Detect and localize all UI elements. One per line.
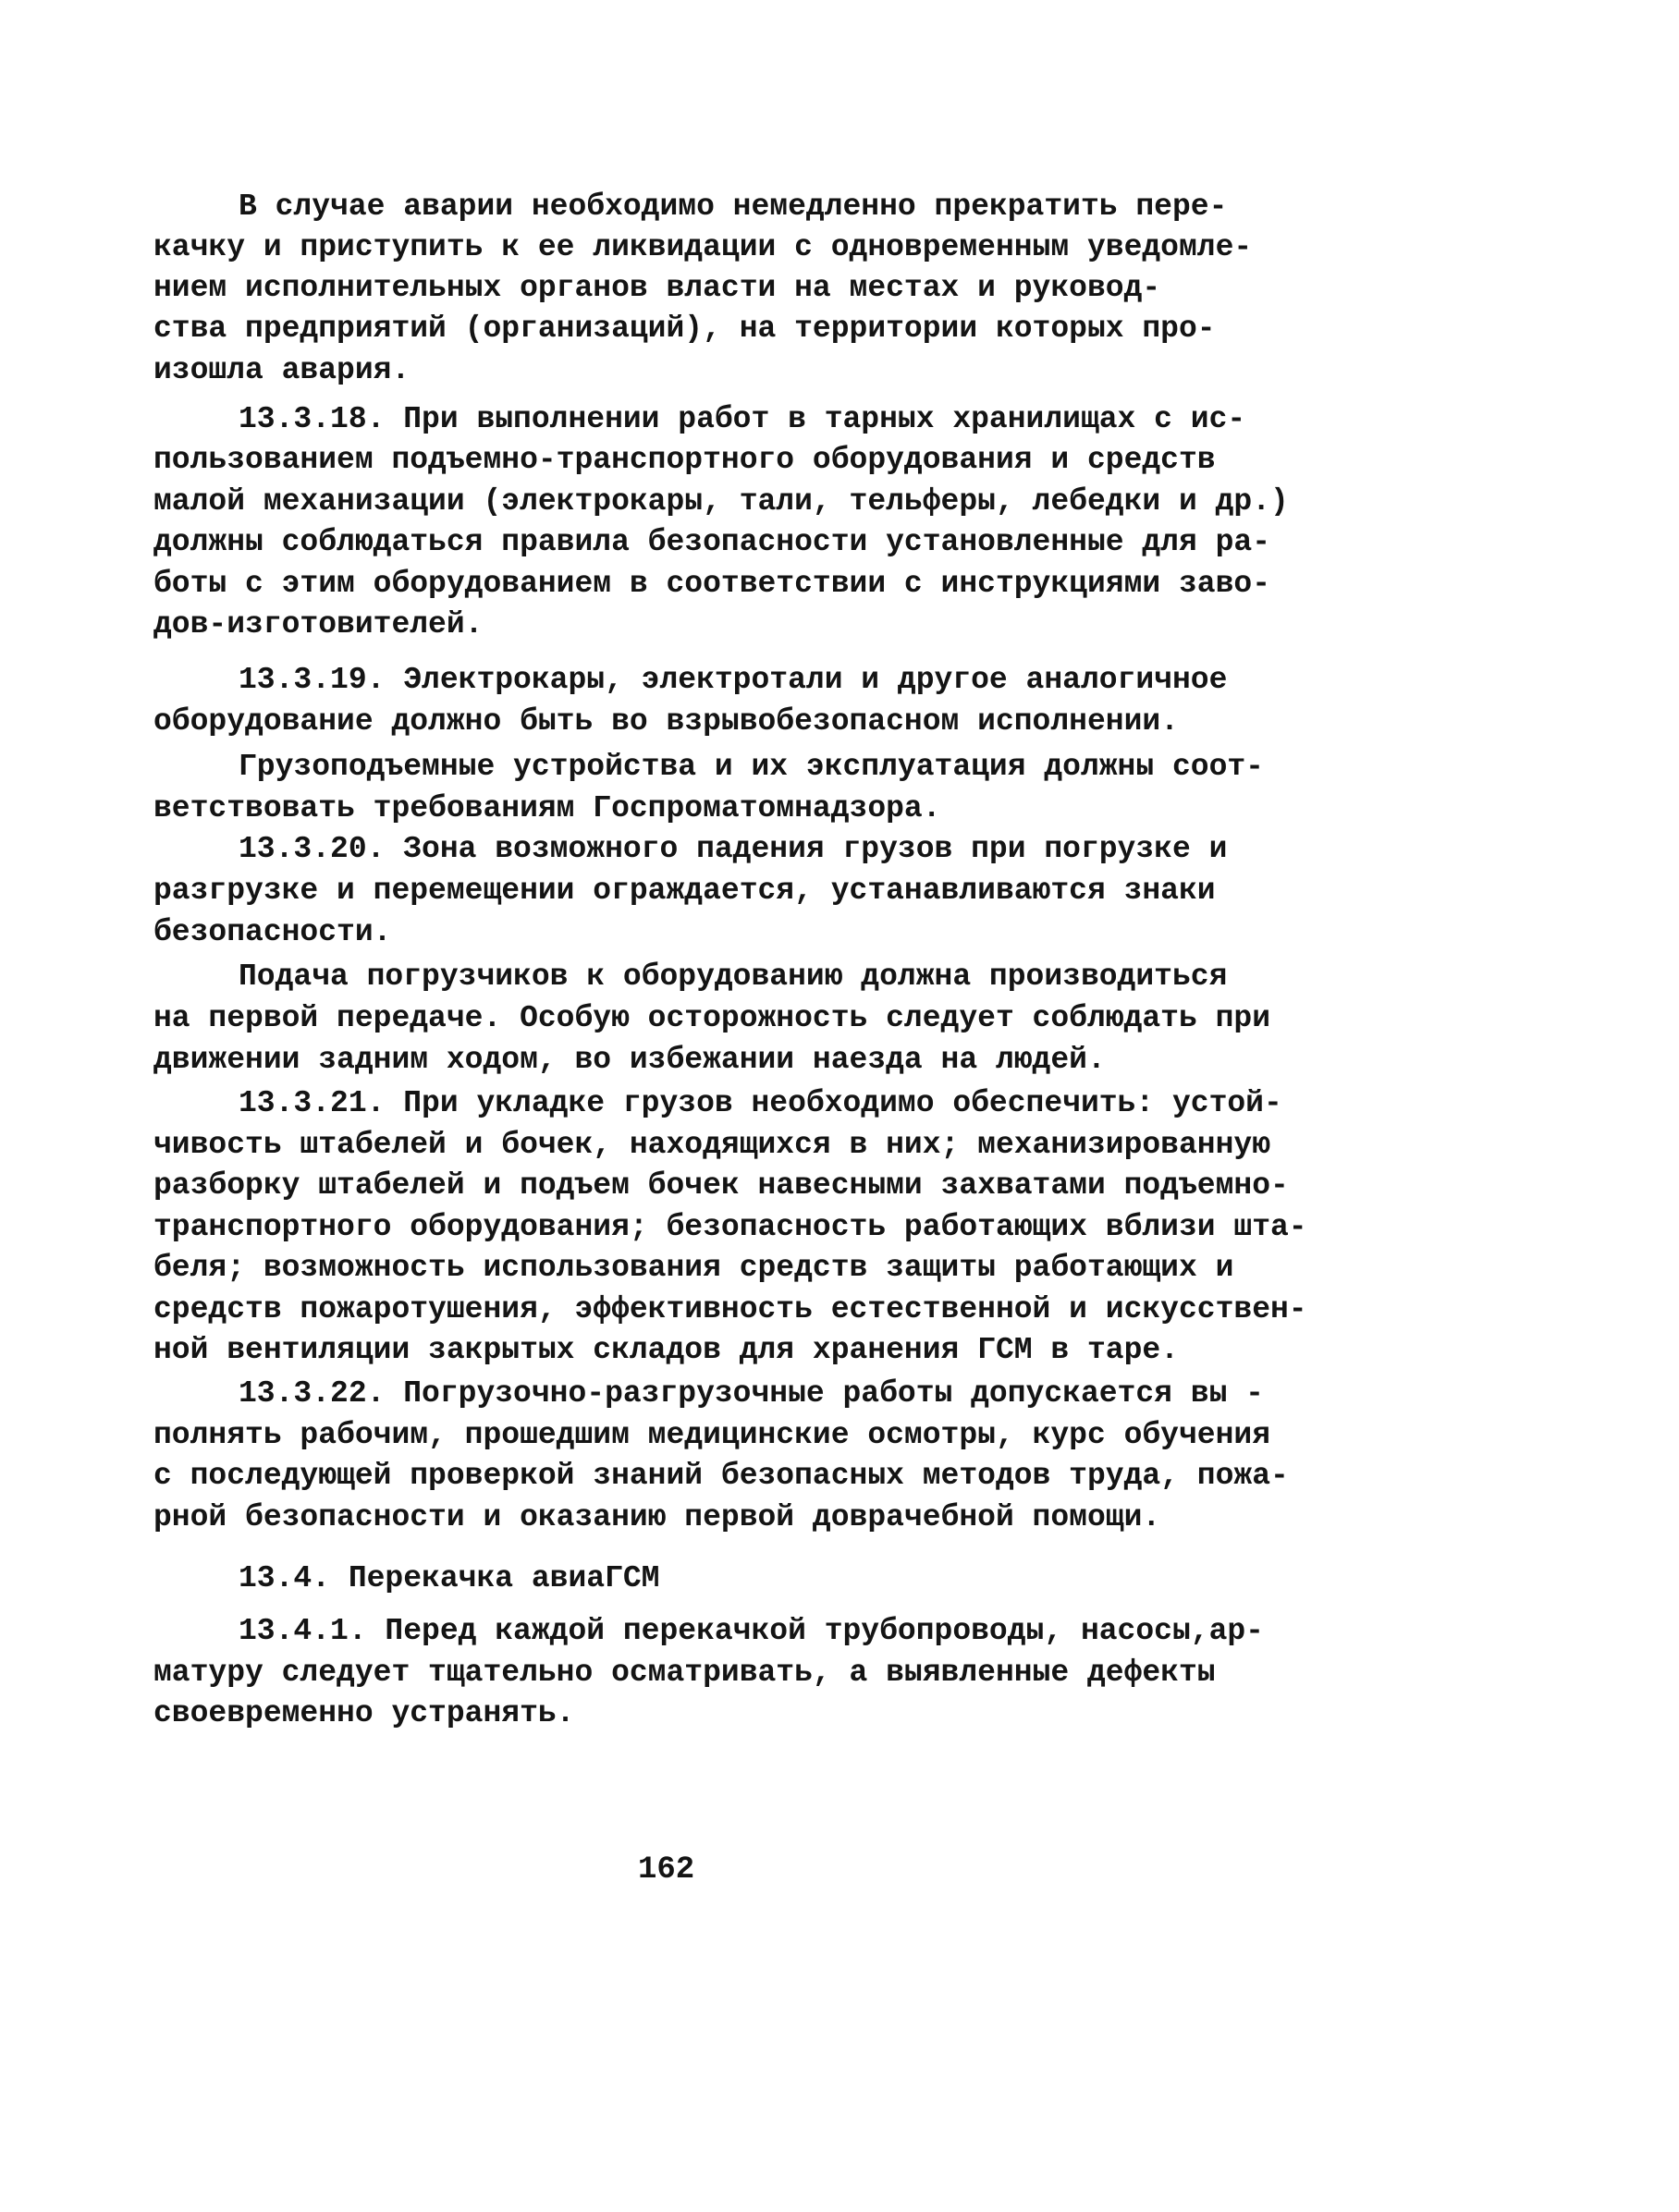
text-line: рной безопасности и оказанию первой доврачебной помощи. — [153, 1500, 1161, 1534]
text-line: качку и приступить к ее ликвидации с одновременным уведомле- — [153, 230, 1253, 264]
text-line: чивость штабелей и бочек, находящихся в них; механизированную — [153, 1128, 1270, 1162]
text-line: беля; возможность использования средств защиты работающих и — [153, 1251, 1234, 1285]
text-line: на первой передаче. Особую осторожность следует соблюдать при — [153, 1001, 1270, 1035]
text-line: средств пожаротушения, эффективность естественной и искусствен- — [153, 1292, 1307, 1326]
text-line: боты с этим оборудованием в соответствии с инструкциями заво- — [153, 567, 1270, 601]
text-line: малой механизации (электрокары, тали, тельферы, лебедки и др.) — [153, 484, 1289, 519]
text-line: ветствовать требованиям Госпроматомнадзора. — [153, 791, 941, 825]
text-line: своевременно устранять. — [153, 1696, 575, 1730]
text-line: ства предприятий (организаций), на территории которых про- — [153, 312, 1216, 346]
text-line: 13.3.18. При выполнении работ в тарных хранилищах с ис- — [239, 402, 1246, 436]
text-line: с последующей проверкой знаний безопасных методов труда, пожа- — [153, 1459, 1289, 1493]
text-line: нием исполнительных органов власти на местах и руковод- — [153, 271, 1161, 305]
text-line: В случае аварии необходимо немедленно прекратить пере- — [239, 189, 1228, 224]
text-line: полнять рабочим, прошедшим медицинские осмотры, курс обучения — [153, 1418, 1270, 1452]
text-line: пользованием подъемно-транспортного оборудования и средств — [153, 443, 1216, 477]
text-line: безопасности. — [153, 915, 392, 949]
text-line: разборку штабелей и подъем бочек навесными захватами подъемно- — [153, 1168, 1289, 1203]
text-line: Грузоподъемные устройства и их эксплуатация должны соот- — [239, 750, 1264, 784]
text-line: дов-изготовителей. — [153, 607, 484, 642]
text-line: 13.3.20. Зона возможного падения грузов при погрузке и — [239, 832, 1228, 866]
text-line: Подача погрузчиков к оборудованию должна производиться — [239, 959, 1228, 994]
text-line: 13.4.1. Перед каждой перекачкой трубопроводы, насосы,ар- — [239, 1614, 1264, 1648]
page-number: 162 — [638, 1852, 695, 1888]
text-line: должны соблюдаться правила безопасности установленные для ра- — [153, 525, 1270, 559]
text-line: матуру следует тщательно осматривать, а выявленные дефекты — [153, 1656, 1216, 1690]
text-line: ной вентиляции закрытых складов для хранения ГСМ в таре. — [153, 1333, 1179, 1367]
text-line: 13.3.22. Погрузочно-разгрузочные работы допускается вы - — [239, 1376, 1264, 1411]
text-line: изошла авария. — [153, 353, 411, 387]
text-line: транспортного оборудования; безопасность работающих вблизи шта- — [153, 1210, 1307, 1244]
text-line: движении задним ходом, во избежании наезда на людей. — [153, 1043, 1106, 1077]
text-line: оборудование должно быть во взрывобезопасном исполнении. — [153, 704, 1179, 739]
section-heading: 13.4. Перекачка авиаГСМ — [239, 1561, 660, 1595]
text-line: 13.3.21. При укладке грузов необходимо обеспечить: устой- — [239, 1086, 1282, 1120]
text-line: 13.3.19. Электрокары, электротали и другое аналогичное — [239, 663, 1228, 697]
text-line: разгрузке и перемещении ограждается, устанавливаются знаки — [153, 874, 1216, 908]
